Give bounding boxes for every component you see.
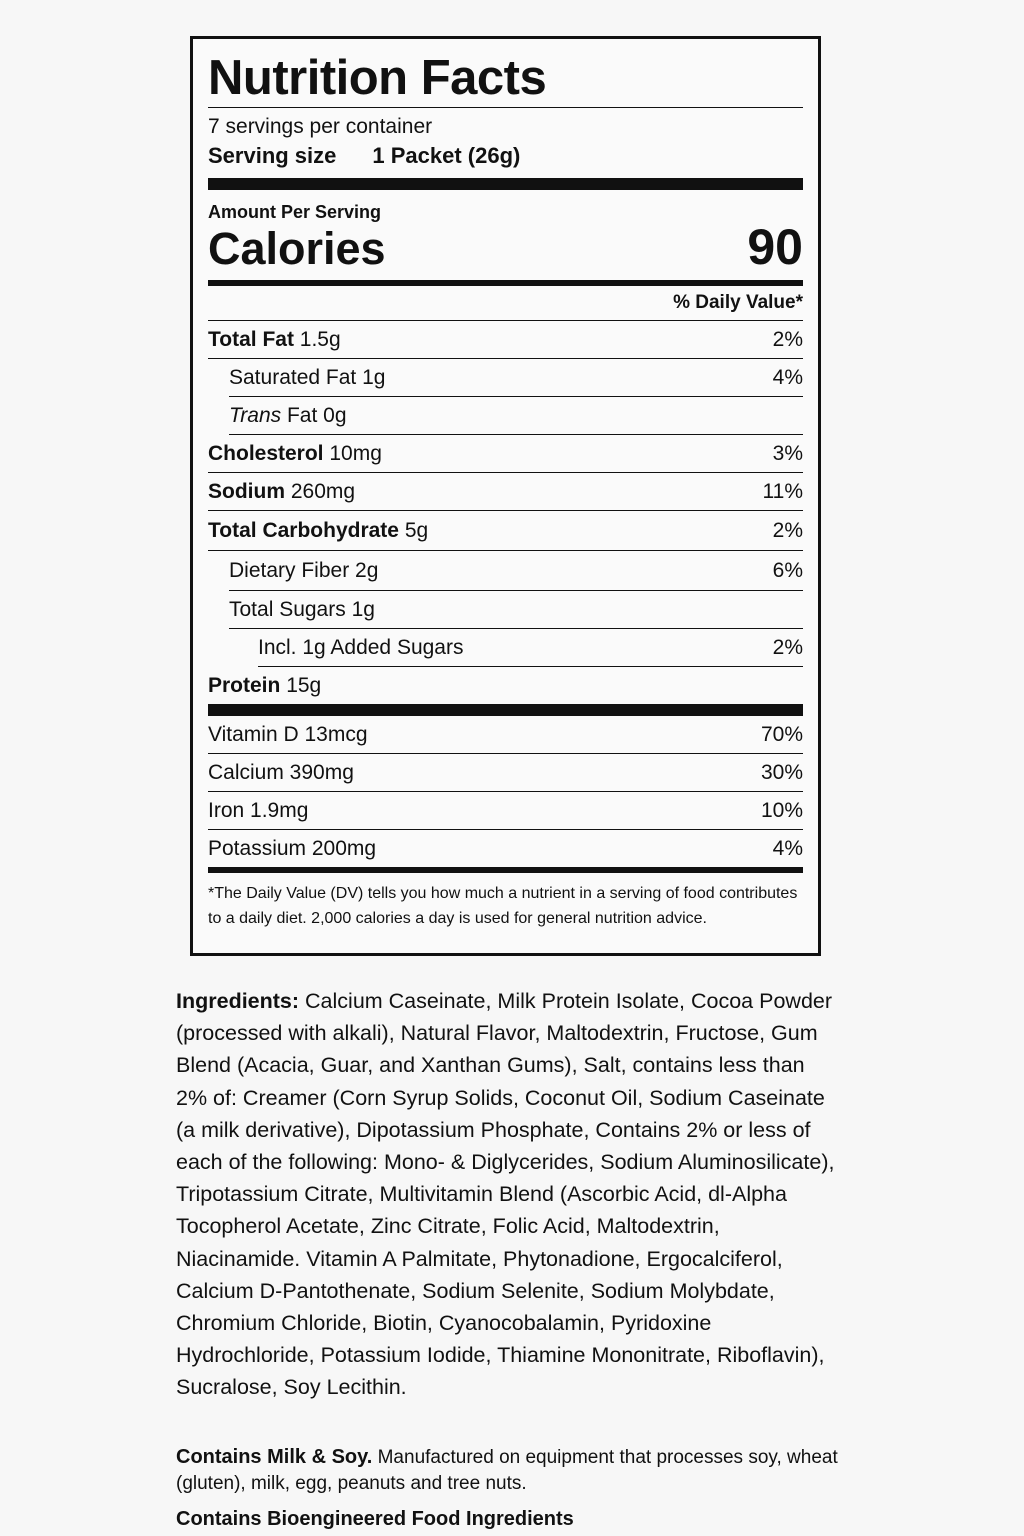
nutrient-row-protein: [208, 667, 803, 704]
nutrient-name: Protein: [208, 673, 281, 697]
divider: [208, 107, 803, 108]
vitamin-row-iron: [208, 792, 803, 830]
vitamin-name: Iron 1.9mg: [208, 798, 309, 822]
allergen-statement: [176, 1444, 856, 1497]
daily-value-footnote: *The Daily Value (DV) tells you how much a nutrient in a serving of food contributes to a daily diet. 2,000 calories a day is used for general nutrition advice.: [208, 885, 798, 927]
serving-size: [208, 140, 803, 172]
allergen-heading: Contains Milk & Soy.: [176, 1446, 373, 1468]
nutrient-amount: 260mg: [290, 479, 356, 503]
vitamin-row-calcium: [208, 754, 803, 792]
nutrient-name-italic: Trans: [229, 403, 282, 427]
vitamin-row-vitamin-d: [208, 716, 803, 754]
nutrient-row-sodium: [208, 473, 803, 511]
nutrient-row-total-carbohydrate: [208, 511, 803, 551]
nutrient-amount: 1g: [362, 365, 386, 389]
ingredients-heading: Ingredients:: [176, 989, 300, 1013]
nutrient-name: Total Fat: [208, 327, 294, 351]
nutrient-amount: 5g: [404, 518, 429, 542]
nutrient-name: Cholesterol: [208, 441, 324, 465]
allergen-text: Manufactured on equipment that processes soy, wheat (gluten), milk, egg, peanuts and tree nuts.: [176, 1447, 838, 1494]
vitamin-name: Vitamin D 13mcg: [208, 722, 368, 746]
serving-size-value: 1 Packet (26g): [372, 143, 521, 168]
nutrient-name: Sodium: [208, 479, 285, 503]
nutrient-dv: 2%: [772, 635, 803, 659]
nutrient-row-dietary-fiber: [229, 551, 803, 591]
vitamin-dv: 10%: [760, 798, 803, 822]
nutrition-facts-title: Nutrition Facts: [208, 51, 547, 105]
nutrient-dv: 2%: [772, 327, 803, 351]
vitamin-dv: 30%: [760, 760, 803, 784]
nutrient-dv: 6%: [772, 558, 803, 582]
servings-per-container: 7 servings per container: [208, 115, 433, 138]
nutrient-amount: 15g: [286, 673, 322, 697]
nutrient-dv: 3%: [772, 441, 803, 465]
ingredients-statement: [176, 985, 836, 1404]
daily-value-header: % Daily Value*: [208, 286, 803, 321]
ingredients-text: Calcium Caseinate, Milk Protein Isolate, Cocoa Powder (processed with alkali), Natural Flavor, Maltodextrin, Fructose, Gum Blend (Acacia, Guar, and Xanthan Gums), Salt, contains less than 2% of: Creamer (Corn Syrup Solids, Coconut Oil, Sodium Caseinate (a milk derivative), Dipotassium Phosphate, Contains 2% or less of each of the following: Mono- & Diglycerides, Sodium Aluminosilicate), Tripotassium Citrate, Multivitamin Blend (Ascorbic Acid, dl-Alpha Tocopherol Acetate, Zinc Citrate, Folic Acid, Maltodextrin, Niacinamide. Vitamin A Palmitate, Phytonadione, Ergocalciferol, Calcium D-Pantothenate, Sodium Selenite, Sodium Molybdate, Chromium Chloride, Biotin, Cyanocobalamin, Pyridoxine Hydrochloride, Potassium Iodide, Thiamine Mononitrate, Riboflavin), Sucralose, Soy Lecithin.: [176, 989, 835, 1400]
nutrient-row-cholesterol: [208, 435, 803, 473]
nutrient-name: Fat: [286, 403, 318, 427]
calories-row: [208, 219, 803, 275]
nutrient-amount: 2g: [355, 558, 379, 582]
amount-per-serving: Amount Per Serving: [208, 202, 382, 222]
nutrient-amount: 1g: [351, 597, 375, 621]
nutrient-dv: 4%: [772, 365, 803, 389]
nutrient-dv: 11%: [762, 479, 803, 503]
vitamin-dv: 4%: [772, 836, 803, 860]
calories-value: 90: [747, 219, 803, 275]
serving-size-label: Serving size: [208, 143, 337, 168]
nutrient-amount: 10mg: [329, 441, 382, 465]
nutrient-amount: 1.5g: [299, 327, 341, 351]
vitamin-name: Calcium 390mg: [208, 760, 354, 784]
nutrient-name: Saturated Fat: [229, 365, 357, 389]
vitamin-name: Potassium 200mg: [208, 836, 377, 860]
nutrition-facts-panel: [190, 36, 821, 956]
nutrient-row-added-sugars: [258, 629, 803, 667]
nutrient-name: Total Sugars: [229, 597, 346, 621]
nutrient-name: Dietary Fiber: [229, 558, 350, 582]
nutrient-row-total-fat: [208, 321, 803, 359]
nutrient-row-trans-fat: [229, 397, 803, 435]
thick-divider: [208, 178, 803, 190]
nutrient-row-total-sugars: [229, 591, 803, 629]
calories-label: Calories: [208, 223, 386, 274]
medium-divider: [208, 867, 803, 873]
bioengineered-statement: Contains Bioengineered Food Ingredients: [176, 1508, 574, 1530]
nutrient-dv: 2%: [772, 518, 803, 542]
vitamin-row-potassium: [208, 830, 803, 867]
nutrient-name: Incl. 1g Added Sugars: [258, 635, 464, 659]
nutrient-row-saturated-fat: [229, 359, 803, 397]
nutrient-amount: 0g: [323, 403, 347, 427]
nutrient-name: Total Carbohydrate: [208, 518, 399, 542]
thick-divider: [208, 704, 803, 716]
vitamin-dv: 70%: [760, 722, 803, 746]
